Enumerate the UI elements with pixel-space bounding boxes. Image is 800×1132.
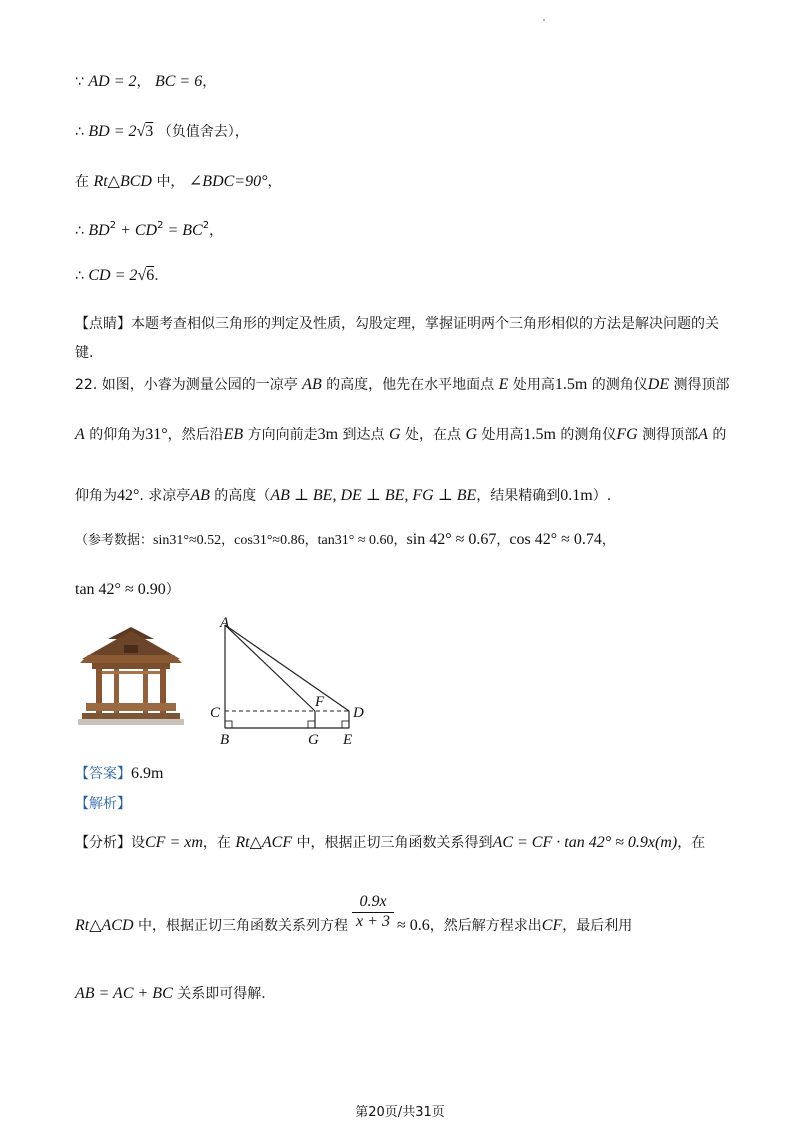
text: 在 (75, 174, 89, 190)
ac-eq: AC = CF · tan 42° ≈ 0.9x(m) (492, 834, 678, 851)
sep: ， (393, 533, 407, 548)
ref-label: （参考数据： (75, 533, 154, 548)
cf-eq: CF = xm (145, 834, 203, 851)
text: 中，根据正切三角函数关系列方程 (133, 918, 348, 934)
text: ，然后沿 (167, 427, 224, 443)
text: ，最后利用 (562, 918, 633, 934)
therefore-symbol: ∴ (75, 268, 84, 284)
problem-line-2 (75, 425, 726, 445)
denominator: x + 3 (356, 913, 390, 930)
page-footer: 第20页/共31页 (355, 1105, 445, 1120)
ad-eq: AD = 2 (88, 73, 137, 90)
explain-line-3 (75, 984, 266, 1004)
bc-eq: BC = 6 (154, 73, 203, 90)
triangle-name: Rt△BCD (93, 173, 152, 190)
comment-line-1 (75, 314, 719, 334)
text: 中，根据正切三角函数关系得到 (292, 835, 493, 851)
cos31: cos31°≈0.86 (234, 533, 305, 548)
geometry-figure (205, 613, 375, 748)
note: （负值舍去） (157, 124, 235, 140)
label-a: A (220, 615, 230, 631)
angle-42: 42° (117, 487, 140, 504)
explain-line-1 (75, 833, 705, 853)
angle-31: 31° (145, 426, 168, 443)
explain-line-2b (397, 916, 632, 936)
sep: ， (601, 533, 615, 548)
triangle-acd: Rt△ACD (75, 917, 134, 934)
comma: ， (136, 74, 151, 90)
label-d: D (353, 705, 364, 721)
sqrt-sign: √ (136, 123, 146, 140)
text: 处用高 (477, 427, 524, 443)
scan-dot (543, 19, 545, 21)
tan42: tan 42° ≈ 0.90 (75, 581, 166, 598)
point-a: A (698, 426, 708, 443)
precision: 0.1m (560, 487, 593, 504)
tan31: tan31° ≈ 0.60 (317, 533, 394, 548)
solution-line-2 (75, 122, 249, 142)
text: 的测角仪 (587, 377, 648, 393)
fg: FG (616, 426, 638, 443)
explain-tag: 【分析】 (75, 835, 131, 851)
label-c: C (210, 705, 221, 721)
text: 的测角仪 (555, 427, 617, 443)
reference-line-2 (75, 580, 180, 600)
text: 关系即可得解. (172, 986, 266, 1002)
label-g: G (308, 732, 319, 748)
problem-line-3 (75, 486, 611, 506)
explain-line-2 (75, 916, 348, 936)
text: ，在 (202, 835, 236, 851)
answer-value: 6.9m (131, 765, 164, 782)
comma: ， (234, 124, 249, 140)
angle-eq: ∠BDC=90° (188, 173, 268, 190)
eb: EB (223, 426, 244, 443)
text: ，在 (677, 835, 706, 851)
sep: ， (304, 533, 318, 548)
label-f: F (315, 694, 325, 710)
text: 测得顶部 (637, 427, 699, 443)
triangle-acf: Rt△ACF (235, 834, 293, 851)
right-angle-g (308, 721, 315, 728)
comma: ， (202, 74, 217, 90)
sep: ， (496, 533, 510, 548)
comma: ， (209, 223, 224, 239)
sqrt-sign: √ (137, 267, 147, 284)
distance: 3m (317, 426, 339, 443)
text: 设 (131, 835, 145, 851)
solution-line-4 (75, 216, 223, 241)
solution-line-3 (75, 172, 282, 192)
text: . 求凉亭 (139, 488, 191, 504)
text: 的仰角为 (84, 427, 146, 443)
text: 测得顶部 (669, 377, 730, 393)
label-e: E (343, 732, 353, 748)
right-angle-e (342, 721, 349, 728)
radicand: 6 (146, 267, 155, 284)
de: DE (647, 376, 670, 393)
text: 中， (156, 174, 185, 190)
sin31: sin31°≈0.52 (153, 533, 222, 548)
point-a: A (75, 426, 85, 443)
text: 方向向前走 (243, 427, 318, 443)
segment-af (225, 625, 315, 711)
height: 1.5m (523, 426, 556, 443)
ab-eq: AB = AC + BC (75, 985, 173, 1002)
text: 的高度，他先在水平地面点 (321, 377, 499, 393)
height: 1.5m (554, 376, 588, 393)
analysis-tag: 【解析】 (75, 796, 131, 812)
cd-eq: CD = 2 (88, 267, 138, 284)
bc: = BC (163, 222, 203, 239)
sin42: sin 42° ≈ 0.67 (406, 531, 497, 548)
comma: ， (267, 174, 282, 190)
point-e: E (498, 376, 509, 393)
close-paren: ） (165, 582, 180, 598)
bd: BD (88, 222, 110, 239)
point-g: G (389, 426, 401, 443)
bd-eq: BD = 2 (88, 123, 137, 140)
comment-text: 本题考查相似三角形的判定及性质，勾股定理，掌握证明两个三角形相似的方法是解决问题的关 (131, 316, 719, 332)
reference-line-1 (75, 530, 615, 551)
cos42: cos 42° ≈ 0.74 (509, 531, 602, 548)
period: . (154, 268, 159, 284)
point-g: G (465, 426, 478, 443)
radicand: 3 (145, 123, 154, 140)
comment-line-2 (75, 343, 93, 363)
problem-line-1 (75, 375, 730, 395)
therefore-symbol: ∴ (75, 124, 84, 140)
numerator: 0.9x (352, 893, 394, 913)
answer-line (75, 764, 163, 784)
text: 22. 如图，小睿为测量公园的一凉亭 (75, 377, 303, 393)
fraction (352, 893, 394, 931)
solution-line-5 (75, 266, 159, 286)
right-angle-b (225, 721, 232, 728)
ab: AB (302, 376, 322, 393)
pavilion-photo (78, 625, 184, 733)
text: 到达点 (338, 427, 389, 443)
sep: ， (221, 533, 235, 548)
text: 仰角为 (75, 488, 117, 504)
because-symbol: ∵ (75, 74, 84, 90)
text: ）. (592, 488, 612, 504)
text: ，然后解方程求出 (429, 918, 542, 934)
therefore-symbol: ∴ (75, 223, 84, 239)
ab: AB (190, 487, 210, 504)
exp: 2 (157, 220, 164, 231)
segment-ad (225, 625, 349, 711)
perpendicular-conditions: AB ⊥ BE, DE ⊥ BE, FG ⊥ BE (270, 487, 477, 504)
approx-value: ≈ 0.6 (397, 917, 430, 934)
exp: 2 (202, 220, 210, 231)
cd: + CD (116, 222, 158, 239)
comment-text: 键. (75, 345, 94, 361)
cf: CF (541, 917, 563, 934)
text: 处，在点 (400, 427, 466, 443)
answer-tag: 【答案】 (75, 766, 131, 782)
label-b: B (220, 732, 230, 748)
text: 的高度（ (209, 488, 271, 504)
text: ，结果精确到 (476, 488, 561, 504)
exp: 2 (109, 220, 117, 231)
text: 的 (707, 427, 727, 443)
comment-tag: 【点睛】 (75, 316, 131, 332)
solution-line-1 (75, 72, 216, 92)
text: 处用高 (508, 377, 555, 393)
